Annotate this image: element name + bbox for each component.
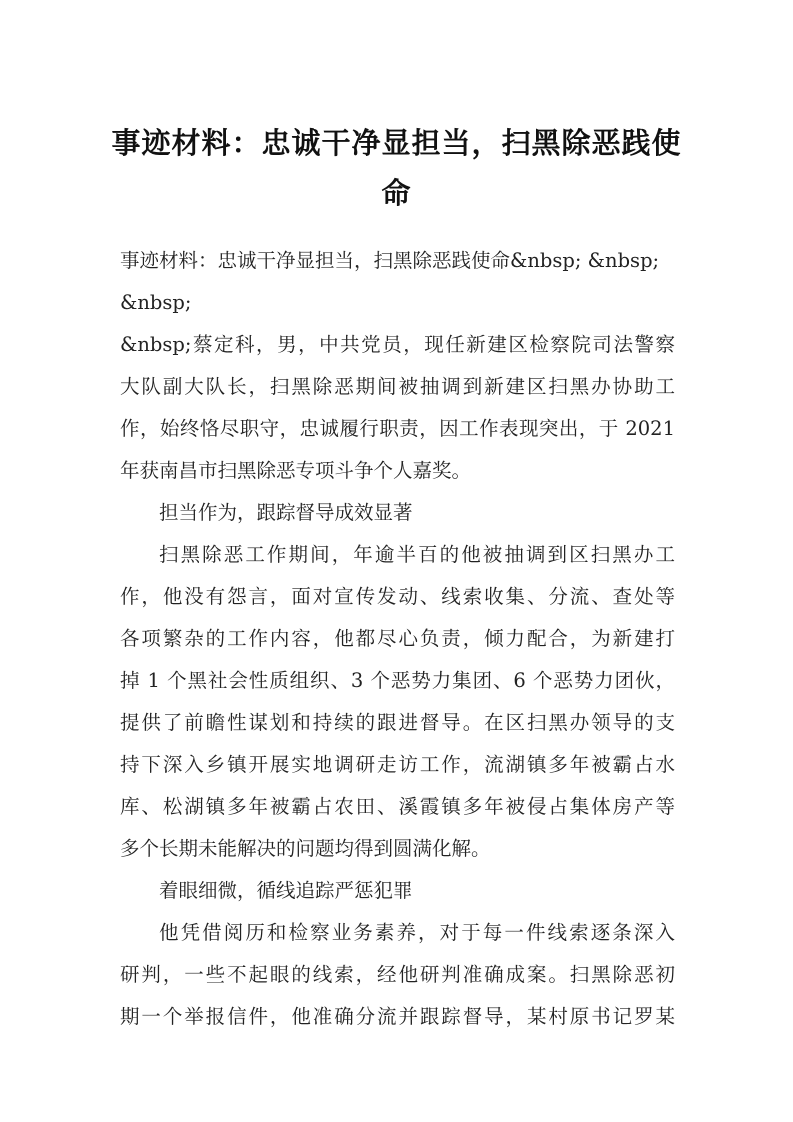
section-heading-1-text: 担当作为，跟踪督导成效显著 xyxy=(159,501,413,524)
section-heading-1 xyxy=(120,492,675,534)
profile-line-3: 作，始终恪尽职守，忠诚履行职责，因工作表现突出，于 2021 xyxy=(120,417,675,440)
section-2-line-3: 期一个举报信件，他准确分流并跟踪督导，某村原书记罗某 xyxy=(120,1005,675,1028)
document-title xyxy=(110,118,683,218)
profile-line-2: 大队副大队长，扫黑除恶期间被抽调到新建区扫黑办协助工 xyxy=(120,375,675,398)
section-1-paragraph xyxy=(120,534,675,870)
section-1-line-2: 作，他没有怨言，面对宣传发动、线索收集、分流、查处等 xyxy=(120,585,675,608)
intro-line-1: 事迹材料：忠诚干净显担当，扫黑除恶践使命&nbsp; &nbsp; xyxy=(120,249,660,272)
section-1-line-3: 各项繁杂的工作内容，他都尽心负责，倾力配合，为新建打 xyxy=(120,627,675,650)
section-1-line-8: 多个长期未能解决的问题均得到圆满化解。 xyxy=(120,837,491,860)
document-body xyxy=(120,240,675,1038)
section-1-line-7: 库、松湖镇多年被霸占农田、溪霞镇多年被侵占集体房产等 xyxy=(120,795,675,818)
section-1-line-5: 提供了前瞻性谋划和持续的跟进督导。在区扫黑办领导的支 xyxy=(120,711,675,734)
section-2-paragraph xyxy=(120,912,675,1038)
profile-line-1: &nbsp;蔡定科，男，中共党员，现任新建区检察院司法警察 xyxy=(120,333,675,356)
section-heading-2 xyxy=(120,870,675,912)
profile-line-4: 年获南昌市扫黑除恶专项斗争个人嘉奖。 xyxy=(120,459,472,482)
section-1-line-1: 扫黑除恶工作期间，年逾半百的他被抽调到区扫黑办工 xyxy=(159,543,675,566)
section-1-line-4: 掉 1 个黑社会性质组织、3 个恶势力集团、6 个恶势力团伙， xyxy=(120,669,675,692)
section-1-line-6: 持下深入乡镇开展实地调研走访工作，流湖镇多年被霸占水 xyxy=(120,753,675,776)
title-line-2: 命 xyxy=(381,176,412,210)
intro-line-2: &nbsp; xyxy=(120,291,192,314)
section-2-line-1: 他凭借阅历和检察业务素养，对于每一件线索逐条深入 xyxy=(159,921,675,944)
intro-paragraph xyxy=(120,240,675,324)
section-heading-2-text: 着眼细微，循线追踪严惩犯罪 xyxy=(159,879,413,902)
profile-paragraph xyxy=(120,324,675,492)
title-line-1: 事迹材料：忠诚干净显担当，扫黑除恶践使 xyxy=(111,126,682,160)
section-2-line-2: 研判，一些不起眼的线索，经他研判准确成案。扫黑除恶初 xyxy=(120,963,675,986)
